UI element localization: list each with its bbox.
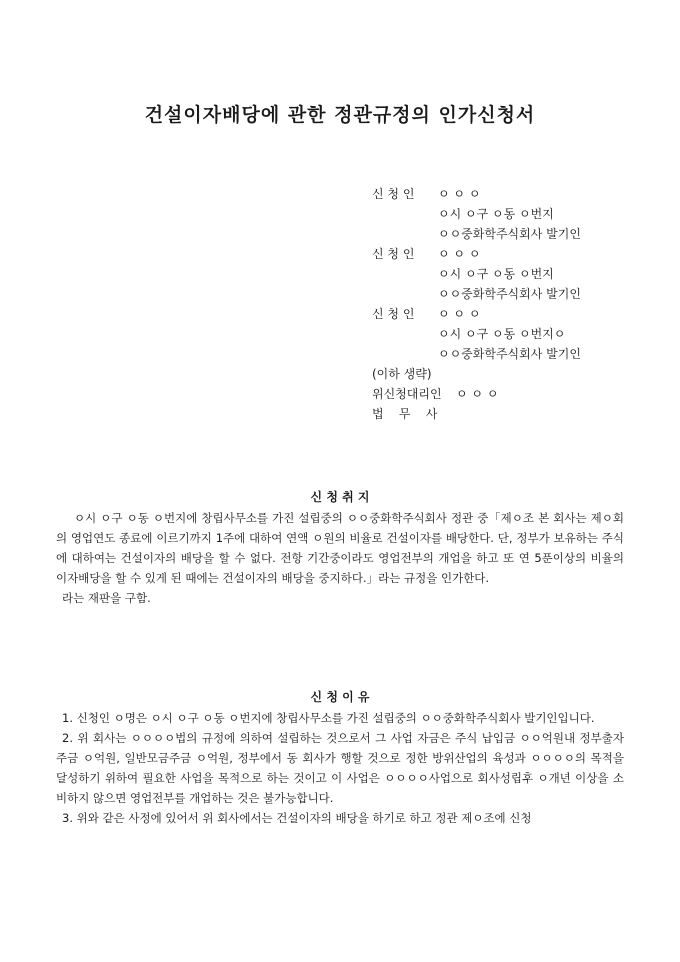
applicant-org: ㅇㅇ중화학주식회사 발기인 [438, 287, 581, 301]
applicant-label: 신 청 인 [372, 187, 415, 201]
reasons-section [56, 708, 624, 828]
applicant-1-name-row [372, 184, 581, 204]
agent-row [372, 384, 581, 404]
applicant-label: 신 청 인 [372, 307, 415, 321]
applicant-3-name-row [372, 304, 581, 324]
purpose-heading: 신 청 취 지 [310, 490, 370, 504]
applicant-address: ㅇ시 ㅇ구 ㅇ동 ㅇ번지ㅇ [438, 327, 566, 341]
document-title: 건설이자배당에 관한 정관규정의 인가신청서 [144, 104, 536, 126]
agent-name: ㅇ ㅇ ㅇ [456, 387, 499, 401]
applicant-address: ㅇ시 ㅇ구 ㅇ동 ㅇ번지 [438, 267, 554, 281]
applicant-label: 신 청 인 [372, 247, 415, 261]
purpose-paragraph: ㅇ시 ㅇ구 ㅇ동 ㅇ번지에 창립사무소를 가진 설립중의 ㅇㅇ중화학주식회사 정관 중「제ㅇ조 본 회사는 제ㅇ회의 영업연도 종료에 이르기까지 1주에 대하여 연액 ㅇ원의 비율로 건설이자를 배당한다. 단, 정부가 보유하는 주식에 대하여는 건설이자의 배당을 할 수 없다. 전항 기간중이라도 영업전부의 개업을 하고 또 연 5푼이상의 비율의 이자배당을 할 수 있게 된 때에는 건설이자의 배당을 중지하다.」라는 규정을 인가한다. [56, 511, 624, 585]
applicant-2-name-row [372, 244, 581, 264]
applicant-name: ㅇ ㅇ ㅇ [438, 307, 481, 321]
applicant-org: ㅇㅇ중화학주식회사 발기인 [438, 347, 581, 361]
reason-item-2: 2. 위 회사는 ㅇㅇㅇㅇ법의 규정에 의하여 설립하는 것으로서 그 사업 자금은 주식 납입금 ㅇㅇ억원내 정부출자주금 ㅇ억원, 일반모금주금 ㅇ억원, 정부에서 동 회사가 행할 것으로 정한 방위산업의 육성과 ㅇㅇㅇㅇ의 목적을 달성하기 위하여 필요한 사업을 목적으로 하는 것이고 이 사업은 ㅇㅇㅇㅇ사업으로 회사성립후 ㅇ개년 이상을 소비하지 않으면 영업전부를 개업하는 것은 불가능합니다. [56, 731, 624, 805]
reason-item-3: 3. 위와 같은 사정에 있어서 위 회사에서는 건설이자의 배당을 하기로 하고 정관 제ㅇ조에 신청 [62, 811, 532, 825]
purpose-section [56, 508, 624, 608]
applicant-name: ㅇ ㅇ ㅇ [438, 247, 481, 261]
agent-label: 위신청대리인 [372, 387, 442, 401]
applicant-address: ㅇ시 ㅇ구 ㅇ동 ㅇ번지 [438, 207, 554, 221]
applicants-block [372, 184, 581, 424]
omitted-note: (이하 생략) [372, 367, 432, 381]
reasons-heading: 신 청 이 유 [310, 690, 370, 704]
applicant-name: ㅇ ㅇ ㅇ [438, 187, 481, 201]
purpose-closing: 라는 재판을 구함. [62, 591, 151, 605]
applicant-org: ㅇㅇ중화학주식회사 발기인 [438, 227, 581, 241]
reason-item-1: 1. 신청인 ㅇ명은 ㅇ시 ㅇ구 ㅇ동 ㅇ번지에 창립사무소를 가진 설립중의 ㅇㅇ중화학주식회사 발기인입니다. [62, 711, 595, 725]
agent-role: 법 무 사 [372, 407, 438, 421]
